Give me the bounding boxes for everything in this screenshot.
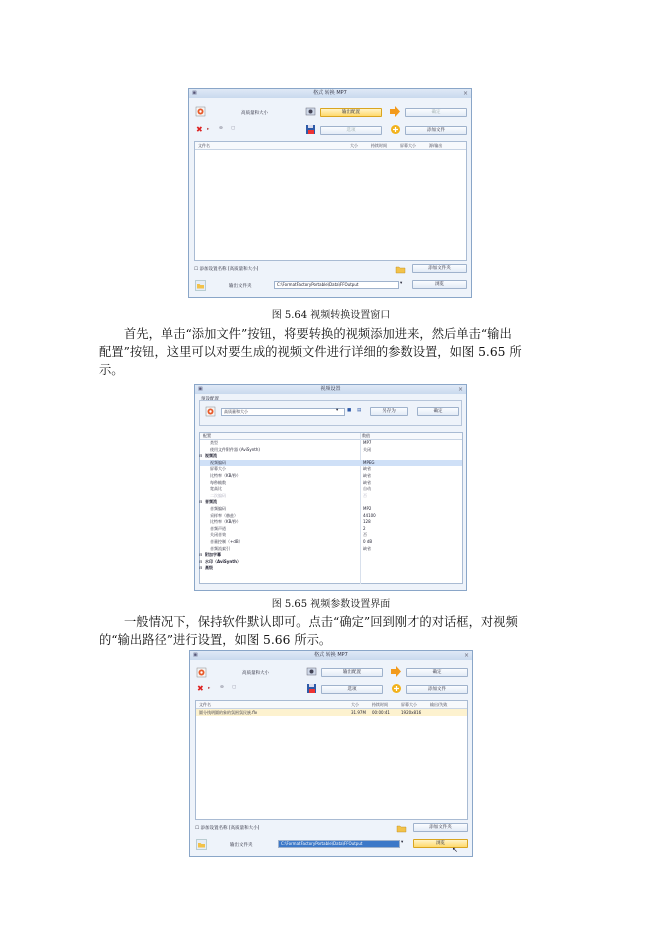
- property-row[interactable]: [200, 552, 462, 558]
- property-row[interactable]: [200, 447, 462, 453]
- property-row[interactable]: [200, 480, 462, 486]
- para1-line1: 首先，单击“添加文件”按钮，将要转换的视频添加进来，然后单击“输出: [124, 327, 512, 341]
- app-icon: ▣: [193, 652, 198, 658]
- clear-icon[interactable]: ⊖: [219, 126, 223, 131]
- window-title: 格式 转换 MP7: [313, 90, 347, 96]
- preset-label: 高质量和大小: [241, 111, 268, 116]
- expand-icon[interactable]: ⊟: [199, 453, 203, 459]
- video-settings-window: [194, 384, 467, 591]
- cursor-icon: ↖: [452, 846, 458, 854]
- paragraph-1: [99, 325, 563, 379]
- col-screen[interactable]: 屏幕大小: [401, 702, 417, 707]
- row-screen: 1920x816: [401, 710, 422, 715]
- dropdown-icon[interactable]: ▾: [336, 408, 339, 413]
- property-value: MP7: [363, 440, 372, 445]
- property-name: 视频编码: [210, 459, 226, 465]
- close-icon[interactable]: ×: [462, 90, 468, 97]
- file-list[interactable]: [195, 700, 468, 820]
- add-setting-checkbox[interactable]: ☐ 添加设置名称 [高质量和大小]: [194, 267, 259, 272]
- remove-icon[interactable]: ✖: [196, 125, 203, 134]
- property-value: MP2: [363, 506, 372, 511]
- output-folder-icon[interactable]: [196, 839, 207, 850]
- row-filename: 圆分钱明圆的象的氛围氛民族.flv: [199, 710, 258, 715]
- property-value: 缺省: [363, 479, 371, 485]
- ok-button[interactable]: 确定: [406, 668, 468, 677]
- property-row[interactable]: [200, 486, 462, 492]
- preset-group-label: 预设配置: [201, 397, 219, 402]
- info-icon[interactable]: ▢: [231, 126, 236, 131]
- col-filename[interactable]: 文件名: [198, 143, 210, 148]
- property-value: 缺省: [363, 466, 371, 472]
- property-grid[interactable]: [199, 432, 463, 584]
- save-preset-icon[interactable]: ■: [347, 408, 352, 413]
- options-button[interactable]: 选项: [320, 126, 382, 135]
- property-value: 自动: [363, 486, 371, 492]
- property-name: 比特率（KB/秒）: [210, 519, 241, 525]
- property-value: 否: [363, 492, 367, 498]
- browse-button[interactable]: 浏览: [413, 839, 468, 848]
- property-row[interactable]: [200, 519, 462, 525]
- play-icon[interactable]: ▸: [207, 127, 210, 132]
- property-value: 关闭: [363, 446, 371, 452]
- property-name: 类型: [210, 440, 218, 445]
- property-row[interactable]: [200, 460, 462, 466]
- output-config-button[interactable]: 输出配置: [320, 108, 382, 117]
- video-settings-title: 视频设置: [320, 386, 341, 392]
- para1-line2: 配置”按钮，这里可以对要生成的视频文件进行详细的参数设置，如图 5.65 所: [99, 345, 522, 359]
- row-size: 31.97M: [351, 710, 366, 715]
- col-filename[interactable]: 文件名: [199, 702, 211, 707]
- property-row[interactable]: [200, 565, 462, 571]
- property-name: 二次编码: [210, 492, 226, 498]
- add-folder-button[interactable]: 添加文件夹: [412, 264, 467, 273]
- property-value: MPEG: [363, 459, 375, 465]
- property-name: 每秒帧数: [210, 479, 226, 485]
- col-duration[interactable]: 持续时间: [371, 143, 387, 148]
- expand-icon[interactable]: ⊟: [199, 552, 203, 558]
- ok-button[interactable]: 确定: [417, 407, 459, 416]
- property-name: 水印（AviSynth）: [205, 558, 242, 564]
- app-icon: ▣: [192, 90, 197, 96]
- property-row[interactable]: [200, 539, 462, 545]
- figure-caption-565: 图 5.65 视频参数设置界面: [271, 599, 391, 610]
- add-setting-label: 添加设置名称 [高质量和大小]: [200, 826, 260, 831]
- property-value: 128: [363, 519, 371, 525]
- save-icon[interactable]: [306, 683, 317, 694]
- property-row[interactable]: [200, 546, 462, 552]
- close-icon[interactable]: ×: [457, 386, 463, 393]
- property-name: 音频流索引: [210, 545, 230, 551]
- output-path-field[interactable]: C:\FormatFactoryPortable\Data\FFOutput: [278, 840, 400, 848]
- property-row[interactable]: [200, 499, 462, 505]
- close-icon[interactable]: ×: [463, 652, 469, 659]
- col-config: 配置: [203, 433, 211, 438]
- format-convert-window: [188, 88, 472, 298]
- property-name: 宽高比: [210, 486, 222, 492]
- play-icon[interactable]: ▸: [208, 686, 211, 691]
- video-settings-titlebar: [195, 385, 466, 394]
- col-size[interactable]: 大小: [350, 143, 358, 148]
- save-as-button[interactable]: 另存为: [370, 407, 408, 416]
- output-folder-label: 输出文件夹: [229, 284, 252, 289]
- figure-caption-564: 图 5.64 视频转换设置窗口: [271, 310, 391, 321]
- property-row[interactable]: [200, 493, 462, 499]
- add-file-icon: [391, 683, 402, 694]
- table-row[interactable]: [196, 709, 467, 716]
- property-name: 关闭音效: [210, 532, 226, 538]
- save-icon[interactable]: [305, 124, 316, 135]
- delete-preset-icon[interactable]: ▤: [357, 408, 362, 413]
- add-file-icon: [390, 124, 401, 135]
- preset-icon: [205, 406, 216, 417]
- remove-icon[interactable]: ✖: [197, 684, 204, 693]
- preset-label: 高质量和大小: [242, 671, 269, 676]
- options-button[interactable]: 选项: [321, 685, 383, 694]
- ok-button[interactable]: 确定: [405, 108, 467, 117]
- app-icon: ▣: [198, 386, 203, 392]
- output-folder-icon[interactable]: [195, 280, 206, 291]
- para1-line3: 示。: [99, 363, 124, 377]
- para2-line1: 一般情况下，保持软件默认即可。点击“确定”回到刚才的对话框，对视频: [124, 615, 518, 629]
- property-value: 否: [363, 532, 367, 538]
- property-name: 音频流: [205, 499, 217, 505]
- property-row[interactable]: [200, 453, 462, 459]
- property-row[interactable]: [200, 559, 462, 565]
- output-config-button[interactable]: 输出配置: [321, 668, 383, 677]
- dropdown-icon[interactable]: ▾: [401, 840, 404, 845]
- col-value: 数值: [362, 433, 370, 438]
- col-status[interactable]: 输出/失败: [430, 702, 448, 707]
- settings-icon[interactable]: [305, 106, 316, 117]
- property-name: 高级: [205, 565, 213, 571]
- add-setting-checkbox[interactable]: ☐ 添加设置名称 [高质量和大小]: [195, 826, 260, 831]
- property-value: 0 dB: [363, 539, 373, 544]
- clear-icon[interactable]: ⊖: [220, 685, 224, 690]
- preset-select[interactable]: 高质量和大小: [221, 408, 345, 416]
- browse-button[interactable]: 浏览: [412, 280, 467, 289]
- property-value: 缺省: [363, 473, 371, 478]
- settings-icon[interactable]: [306, 666, 317, 677]
- window-title: 格式 转换 MP7: [314, 652, 348, 658]
- property-name: 视频流: [205, 453, 217, 459]
- para2-line2: 的“输出路径”进行设置，如图 5.66 所示。: [99, 633, 332, 647]
- info-icon[interactable]: ▢: [232, 685, 237, 690]
- expand-icon[interactable]: ⊟: [199, 565, 203, 571]
- preset-icon: [195, 106, 206, 117]
- property-name: 音频声道: [210, 525, 226, 531]
- window-titlebar: [189, 89, 471, 98]
- property-value: 44100: [363, 512, 376, 518]
- property-name: 附加字幕: [205, 552, 221, 558]
- col-size[interactable]: 大小: [351, 702, 359, 707]
- arrow-right-icon: [390, 666, 402, 677]
- add-folder-button[interactable]: 添加文件夹: [413, 823, 468, 832]
- property-name: 屏幕大小: [210, 466, 226, 472]
- output-folder-label: 输出文件夹: [230, 843, 253, 848]
- property-row[interactable]: [200, 440, 462, 446]
- dropdown-icon[interactable]: ▾: [400, 281, 403, 286]
- add-file-button[interactable]: 添加文件: [406, 685, 468, 694]
- preset-icon: [196, 667, 207, 678]
- file-list-header: [195, 142, 466, 150]
- property-name: 音量控制（+dB）: [210, 539, 243, 544]
- property-name: 比特率（KB/秒）: [210, 473, 241, 478]
- format-convert-window-2: [189, 650, 473, 857]
- expand-icon[interactable]: ⊟: [199, 558, 203, 564]
- property-grid-header: [200, 433, 462, 440]
- property-row[interactable]: [200, 506, 462, 512]
- property-value: 2: [363, 525, 366, 531]
- expand-icon[interactable]: ⊟: [199, 499, 203, 505]
- file-list[interactable]: [194, 141, 467, 261]
- add-setting-label: 添加设置名称 [高质量和大小]: [199, 267, 259, 272]
- folder-add-icon: [396, 823, 407, 834]
- row-duration: 00:00:41: [372, 710, 390, 715]
- window-titlebar: [190, 651, 472, 660]
- property-row[interactable]: [200, 532, 462, 538]
- paragraph-2: [99, 613, 563, 649]
- property-row[interactable]: [200, 513, 462, 519]
- property-row[interactable]: [200, 526, 462, 532]
- property-row[interactable]: [200, 466, 462, 472]
- file-list-header: [196, 701, 467, 709]
- property-name: 采样率（赫兹）: [210, 512, 238, 518]
- property-value: 缺省: [363, 545, 371, 551]
- arrow-right-icon: [389, 106, 401, 117]
- col-status[interactable]: 源/输出: [429, 143, 443, 148]
- output-path-field[interactable]: C:\FormatFactoryPortable\Data\FFOutput: [274, 281, 399, 289]
- folder-add-icon: [395, 264, 406, 275]
- property-name: 音频编码: [210, 506, 226, 511]
- col-duration[interactable]: 持续时间: [372, 702, 388, 707]
- col-screen[interactable]: 屏幕大小: [400, 143, 416, 148]
- property-name: 使用文件附件器 (AviSynth): [210, 446, 260, 452]
- add-file-button[interactable]: 添加文件: [405, 126, 467, 135]
- property-row[interactable]: [200, 473, 462, 479]
